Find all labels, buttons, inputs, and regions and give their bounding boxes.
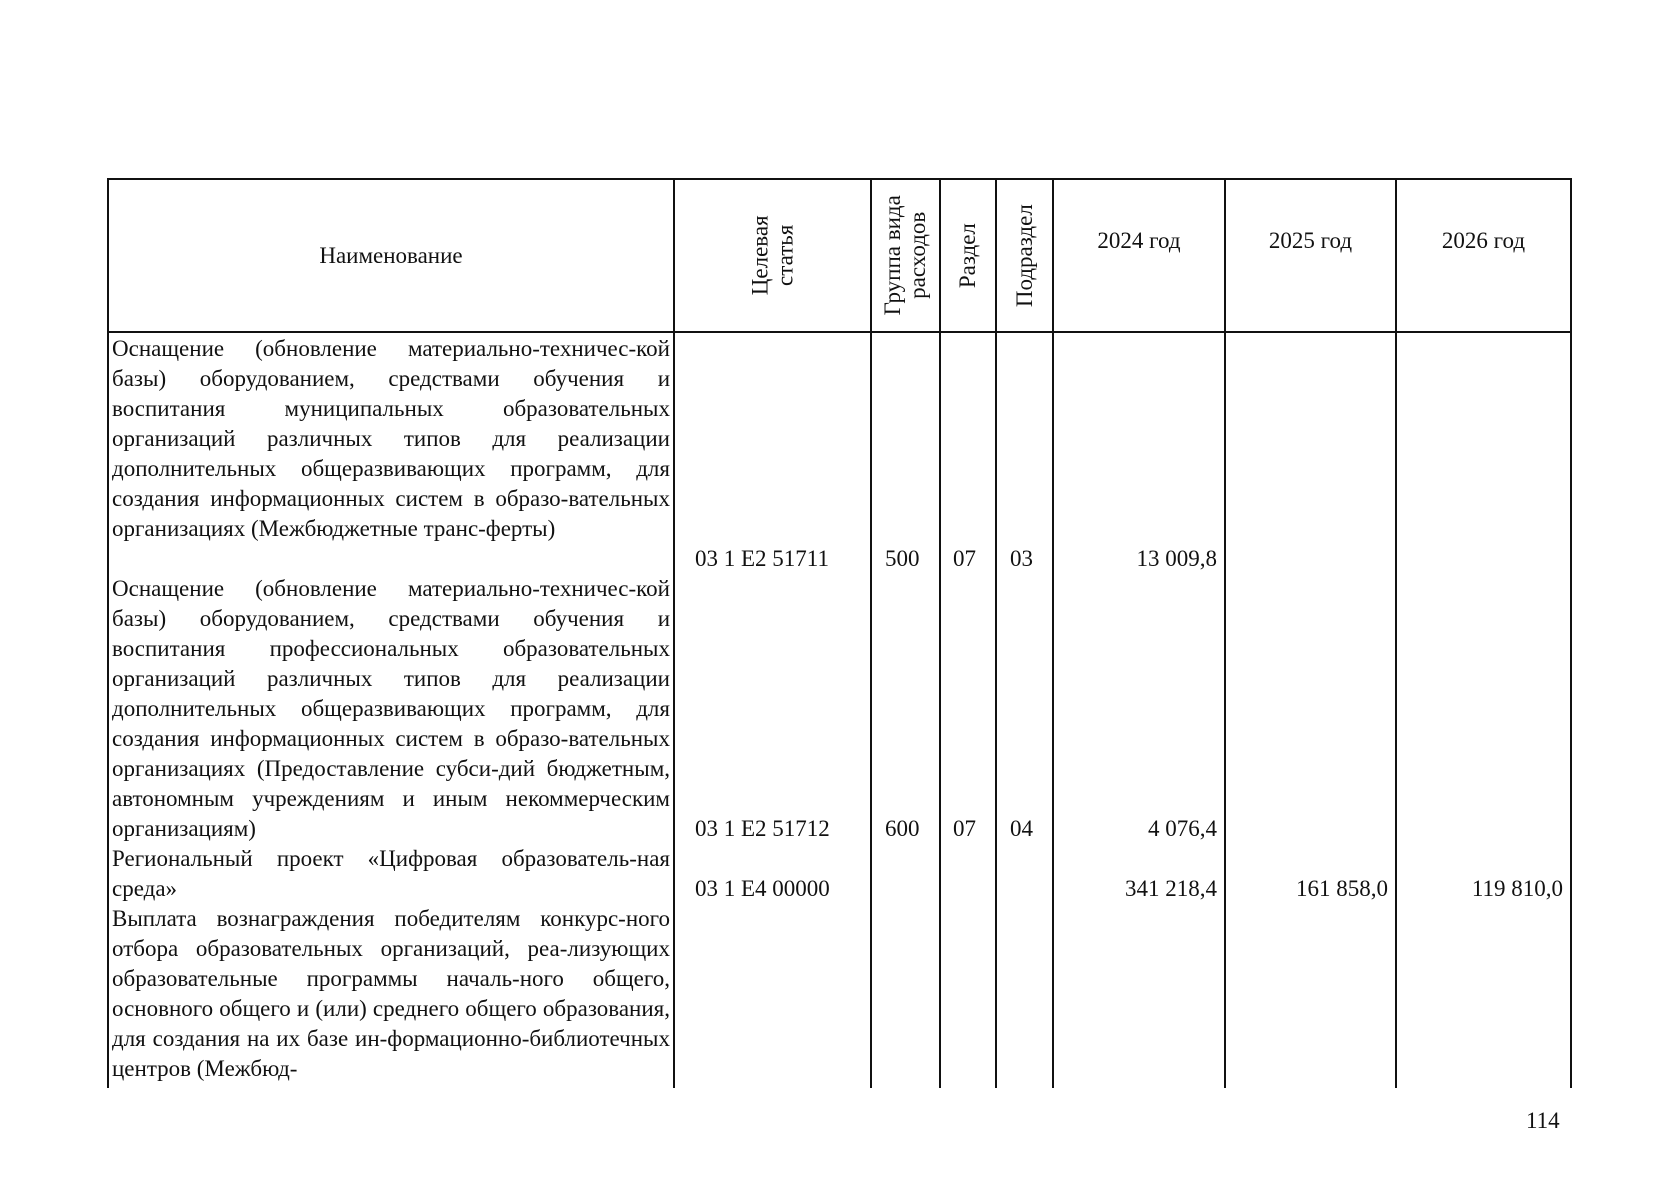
table-right-border bbox=[1570, 178, 1572, 1088]
row-target-article: 03 1 E2 51712 bbox=[695, 816, 830, 841]
row-value-2024: 4 076,4 bbox=[1148, 816, 1217, 841]
header-2026 bbox=[1397, 180, 1570, 331]
row-expense-group: 500 bbox=[885, 546, 920, 571]
row-value-2024: 341 218,4 bbox=[1125, 876, 1217, 901]
header-2024-text: 2024 год bbox=[1097, 228, 1181, 253]
row-value-2024: 13 009,8 bbox=[1136, 546, 1217, 571]
header-target-line: Целевая bbox=[747, 215, 773, 296]
header-target-article-text bbox=[747, 216, 798, 296]
header-expense-group-text bbox=[880, 195, 931, 315]
row-name: Оснащение (обновление материально-техничес-кой базы) оборудованием, средствами обучения и воспитания муниципальных образовательных организаций различных типов для реализации дополнительных общеразвивающих программ, для создания информационных систем в образо-вательных организациях (Межбюджетные транс-ферты) bbox=[112, 336, 670, 541]
row-expense-group: 600 bbox=[885, 816, 920, 841]
row-subsection: 03 bbox=[1010, 546, 1033, 571]
row-name: Выплата вознаграждения победителям конкурс-ного отбора образовательных организаций, реа-лизующих образовательные программы началь-ного общего, основного общего и (или) среднего общего образования, для создания на их базе ин-формационно-библиотечных центров (Межбюд- bbox=[112, 906, 670, 1081]
row-value-2026: 119 810,0 bbox=[1471, 876, 1563, 901]
header-expense-group-line: Группа вида bbox=[880, 195, 906, 316]
header-name bbox=[109, 180, 673, 331]
header-section bbox=[941, 180, 995, 331]
header-2025 bbox=[1226, 180, 1395, 331]
page-number: 114 bbox=[1526, 1108, 1560, 1133]
header-2026-text: 2026 год bbox=[1441, 228, 1526, 253]
header-2024 bbox=[1054, 180, 1224, 331]
header-subsection-text: Подраздел bbox=[1011, 204, 1037, 307]
budget-table bbox=[107, 178, 1572, 1088]
header-subsection bbox=[997, 180, 1052, 331]
header-expense-group bbox=[872, 180, 939, 331]
header-bottom-border bbox=[107, 331, 1572, 333]
header-target-line: статья bbox=[772, 224, 798, 287]
row-value-2025: 161 858,0 bbox=[1296, 876, 1388, 901]
row-target-article: 03 1 E2 51711 bbox=[695, 546, 829, 571]
row-name: Региональный проект «Цифровая образователь-ная среда» bbox=[112, 846, 670, 901]
header-section-text: Раздел bbox=[955, 222, 981, 289]
row-section: 07 bbox=[953, 546, 976, 571]
header-expense-group-line: расходов bbox=[905, 211, 931, 300]
row-name: Оснащение (обновление материально-техничес-кой базы) оборудованием, средствами обучения и воспитания профессиональных образовательных организаций различных типов для реализации дополнительных общеразвивающих программ, для создания информационных систем в образо-вательных организациях (Предоставление субси-дий бюджетным, автономным учреждениям и иным некоммерческим организациям) bbox=[112, 576, 670, 841]
row-section: 07 bbox=[953, 816, 976, 841]
row-target-article: 03 1 E4 00000 bbox=[695, 876, 830, 901]
header-target-article bbox=[675, 180, 870, 331]
header-2025-text: 2025 год bbox=[1268, 228, 1353, 253]
row-subsection: 04 bbox=[1010, 816, 1033, 841]
header-name-text: Наименование bbox=[319, 242, 463, 268]
